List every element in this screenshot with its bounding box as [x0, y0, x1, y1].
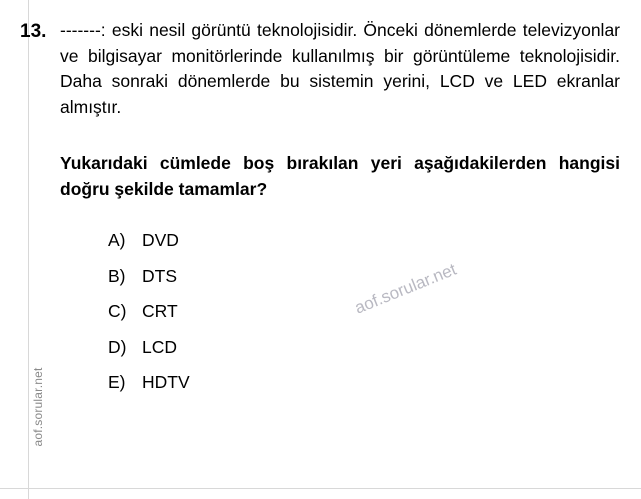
question-stem: -------: eski nesil görüntü teknolojisidir. Önceki dönemlerde televizyonlar ve bilgisayar monitörlerinde kullanılmış bir görüntüleme teknolojisidir. Daha sonraki dönemlerde bu sistemin yerini, LCD ve LED ekranlar almıştır. [60, 20, 620, 118]
choice-letter-e: E) [108, 372, 126, 393]
choice-letter-a: A) [108, 230, 126, 251]
choice-text-d: LCD [142, 336, 178, 357]
choice-text-c: CRT [142, 301, 178, 322]
choice-option-a[interactable] [108, 232, 620, 250]
choice-text-b: DTS [142, 265, 177, 286]
choice-letter-b: B) [108, 265, 126, 286]
choice-text-e: HDTV [142, 372, 190, 393]
question-row [20, 18, 620, 410]
choice-text-a: DVD [142, 230, 179, 251]
choice-option-e[interactable] [108, 374, 620, 392]
choice-option-d[interactable] [108, 336, 620, 357]
question-body [60, 18, 620, 410]
bottom-rule [0, 488, 641, 489]
question-block [20, 18, 620, 410]
choice-letter-d: D) [108, 336, 127, 357]
choice-option-c[interactable] [108, 303, 620, 321]
choice-list [108, 232, 620, 392]
question-prompt: Yukarıdaki cümlede boş bırakılan yeri aşağıdakilerden hangisi doğru şekilde tamamlar? [60, 152, 620, 199]
choice-letter-c: C) [108, 301, 127, 322]
question-number: 13. [20, 21, 47, 42]
choice-option-b[interactable] [108, 265, 620, 286]
side-watermark: aof.sorular.net [31, 367, 45, 447]
diagonal-watermark: aof.sorular.net [352, 259, 460, 318]
